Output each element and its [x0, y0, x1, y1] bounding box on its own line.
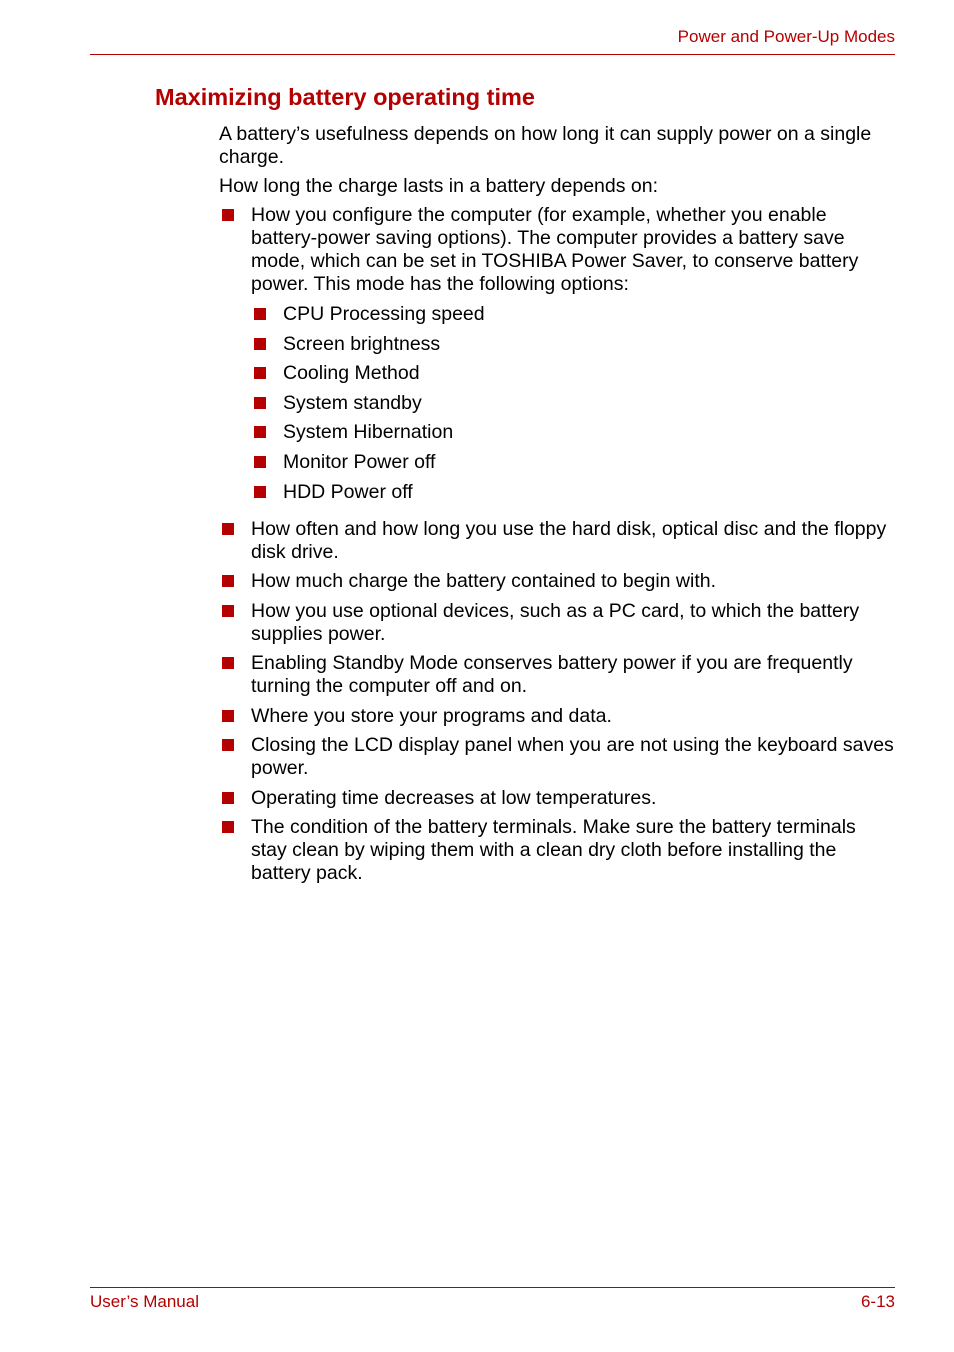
list-item-text: Where you store your programs and data. — [251, 704, 612, 727]
list-item-text: How much charge the battery contained to begin with. — [251, 570, 717, 593]
sub-list-item — [251, 333, 895, 356]
footer-rule — [90, 1287, 895, 1288]
list-item — [219, 518, 895, 564]
list-item-text: How you use optional devices, such as a PC card, to which the battery supplies power. — [251, 599, 860, 645]
list-item — [219, 204, 895, 504]
list-item — [219, 570, 895, 593]
section-title: Maximizing battery operating time — [155, 84, 535, 110]
square-bullet-icon — [254, 397, 266, 409]
list-item — [219, 705, 895, 728]
sub-list-item-text: HDD Power off — [283, 480, 413, 503]
sub-list-item-text: CPU Processing speed — [283, 303, 485, 325]
sub-list-item-text: System Hibernation — [283, 421, 454, 444]
square-bullet-icon — [222, 209, 234, 221]
square-bullet-icon — [222, 792, 234, 804]
square-bullet-icon — [222, 523, 234, 535]
sub-list-item-text: Screen brightness — [283, 332, 441, 355]
sub-list-item-text: Monitor Power off — [283, 450, 436, 473]
square-bullet-icon — [254, 338, 266, 350]
square-bullet-icon — [254, 367, 266, 379]
square-bullet-icon — [222, 739, 234, 751]
sub-list-item-text: Cooling Method — [283, 362, 420, 385]
square-bullet-icon — [222, 710, 234, 722]
square-bullet-icon — [254, 456, 266, 468]
sub-list-item — [251, 451, 895, 474]
footer-manual-title: User’s Manual — [90, 1292, 199, 1311]
sub-list-item — [251, 481, 895, 504]
lead-in-paragraph: How long the charge lasts in a battery depends on: — [219, 175, 659, 197]
square-bullet-icon — [222, 605, 234, 617]
list-item-text: Enabling Standby Mode conserves battery power if you are frequently turning the computer off and on. — [251, 652, 853, 698]
sub-list-item-text: System standby — [283, 391, 422, 414]
sub-list-item — [251, 421, 895, 444]
sub-list-item — [251, 362, 895, 385]
intro-paragraph: A battery’s usefulness depends on how long it can supply power on a single charge. — [219, 123, 872, 168]
factor-list — [219, 204, 895, 885]
list-item — [219, 816, 895, 885]
body-content — [219, 123, 895, 892]
list-item-text: Closing the LCD display panel when you are not using the keyboard saves power. — [251, 734, 894, 780]
list-item-text: How you configure the computer (for example, whether you enable battery-power saving options). The computer provides a battery save mode, which can be set in TOSHIBA Power Saver, to conserve battery power. This mode has the following options: — [251, 204, 859, 295]
header-rule — [90, 54, 895, 55]
square-bullet-icon — [222, 821, 234, 833]
sub-list-item — [251, 303, 895, 326]
power-saver-options-list — [251, 303, 895, 504]
list-item — [219, 600, 895, 646]
square-bullet-icon — [254, 486, 266, 498]
page-number: 6-13 — [860, 1292, 895, 1311]
list-item-text: The condition of the battery terminals. Make sure the battery terminals stay clean by wiping them with a clean dry cloth before installing the battery pack. — [251, 816, 856, 885]
square-bullet-icon — [254, 308, 266, 320]
square-bullet-icon — [254, 426, 266, 438]
running-header: Power and Power-Up Modes — [677, 27, 895, 46]
list-item-text: Operating time decreases at low temperatures. — [251, 786, 657, 809]
square-bullet-icon — [222, 657, 234, 669]
list-item — [219, 787, 895, 810]
list-item-text: How often and how long you use the hard disk, optical disc and the floppy disk drive. — [251, 517, 887, 563]
sub-list-item — [251, 392, 895, 415]
square-bullet-icon — [222, 575, 234, 587]
list-item — [219, 734, 895, 780]
list-item — [219, 652, 895, 698]
